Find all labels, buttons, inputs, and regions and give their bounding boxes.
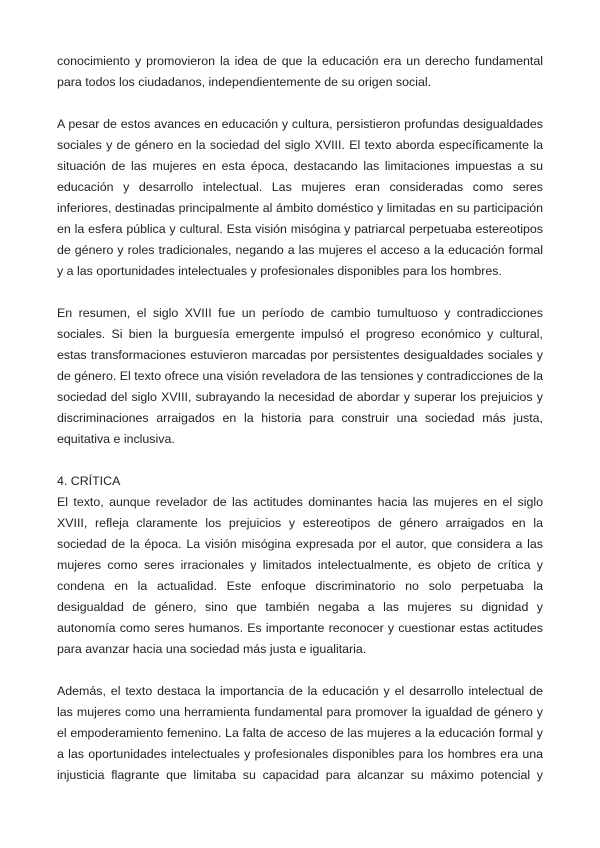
paragraph-critique: El texto, aunque revelador de las actitudes dominantes hacia las mujeres en el siglo XVIII, refleja claramente los prejuicios y estereotipos de género arraigados en la sociedad de la época. La visión misógina expresada por el autor, que considera a las mujeres como seres irracionales y limitados intelectualmente, es objeto de crítica y condena en la actualidad. Este enfoque discriminatorio no solo perpetuaba la desigualdad de género, sino que también negaba a las mujeres su dignidad y autonomía como seres humanos. Es importante reconocer y cuestionar estas actitudes para avanzar hacia una sociedad más justa e igualitaria. bbox=[57, 495, 543, 656]
section-heading: 4. CRÍTICA bbox=[57, 474, 121, 488]
paragraph-continuation: conocimiento y promovieron la idea de que la educación era un derecho fundamental para todos los ciudadanos, independientemente de su origen social. bbox=[57, 54, 543, 89]
paragraph-inequalities: A pesar de estos avances en educación y cultura, persistieron profundas desigualdades sociales y de género en la sociedad del siglo XVIII. El texto aborda específicamente la situación de las mujeres en esta época, destacando las limitaciones impuestas a su educación y desarrollo intelectual. Las mujeres eran consideradas como seres inferiores, destinadas principalmente al ámbito doméstico y limitadas en su participación en la esfera pública y cultural. Esta visión misógina y patriarcal perpetuaba estereotipos de género y roles tradicionales, negando a las mujeres el acceso a la educación formal y a las oportunidades intelectuales y profesionales disponibles para los hombres. bbox=[57, 117, 543, 278]
paragraph-education: Además, el texto destaca la importancia de la educación y el desarrollo intelectual de las mujeres como una herramienta fundamental para promover la igualdad de género y el empoderamiento femenino. La falta de acceso de las mujeres a la educación formal y a las oportunidades intelectuales y profesionales disponibles para los hombres era una injusticia flagrante que limitaba su capacidad para alcanzar su máximo potencial y bbox=[57, 684, 543, 782]
paragraph-summary: En resumen, el siglo XVIII fue un período de cambio tumultuoso y contradicciones sociales. Si bien la burguesía emergente impulsó el progreso económico y cultural, estas transformaciones estuvieron marcadas por persistentes desigualdades sociales y de género. El texto ofrece una visión reveladora de las tensiones y contradicciones de la sociedad del siglo XVIII, subrayando la necesidad de abordar y superar los prejuicios y discriminaciones arraigados en la historia para construir una sociedad más justa, equitativa e inclusiva. bbox=[57, 306, 543, 446]
document-body bbox=[57, 51, 543, 786]
